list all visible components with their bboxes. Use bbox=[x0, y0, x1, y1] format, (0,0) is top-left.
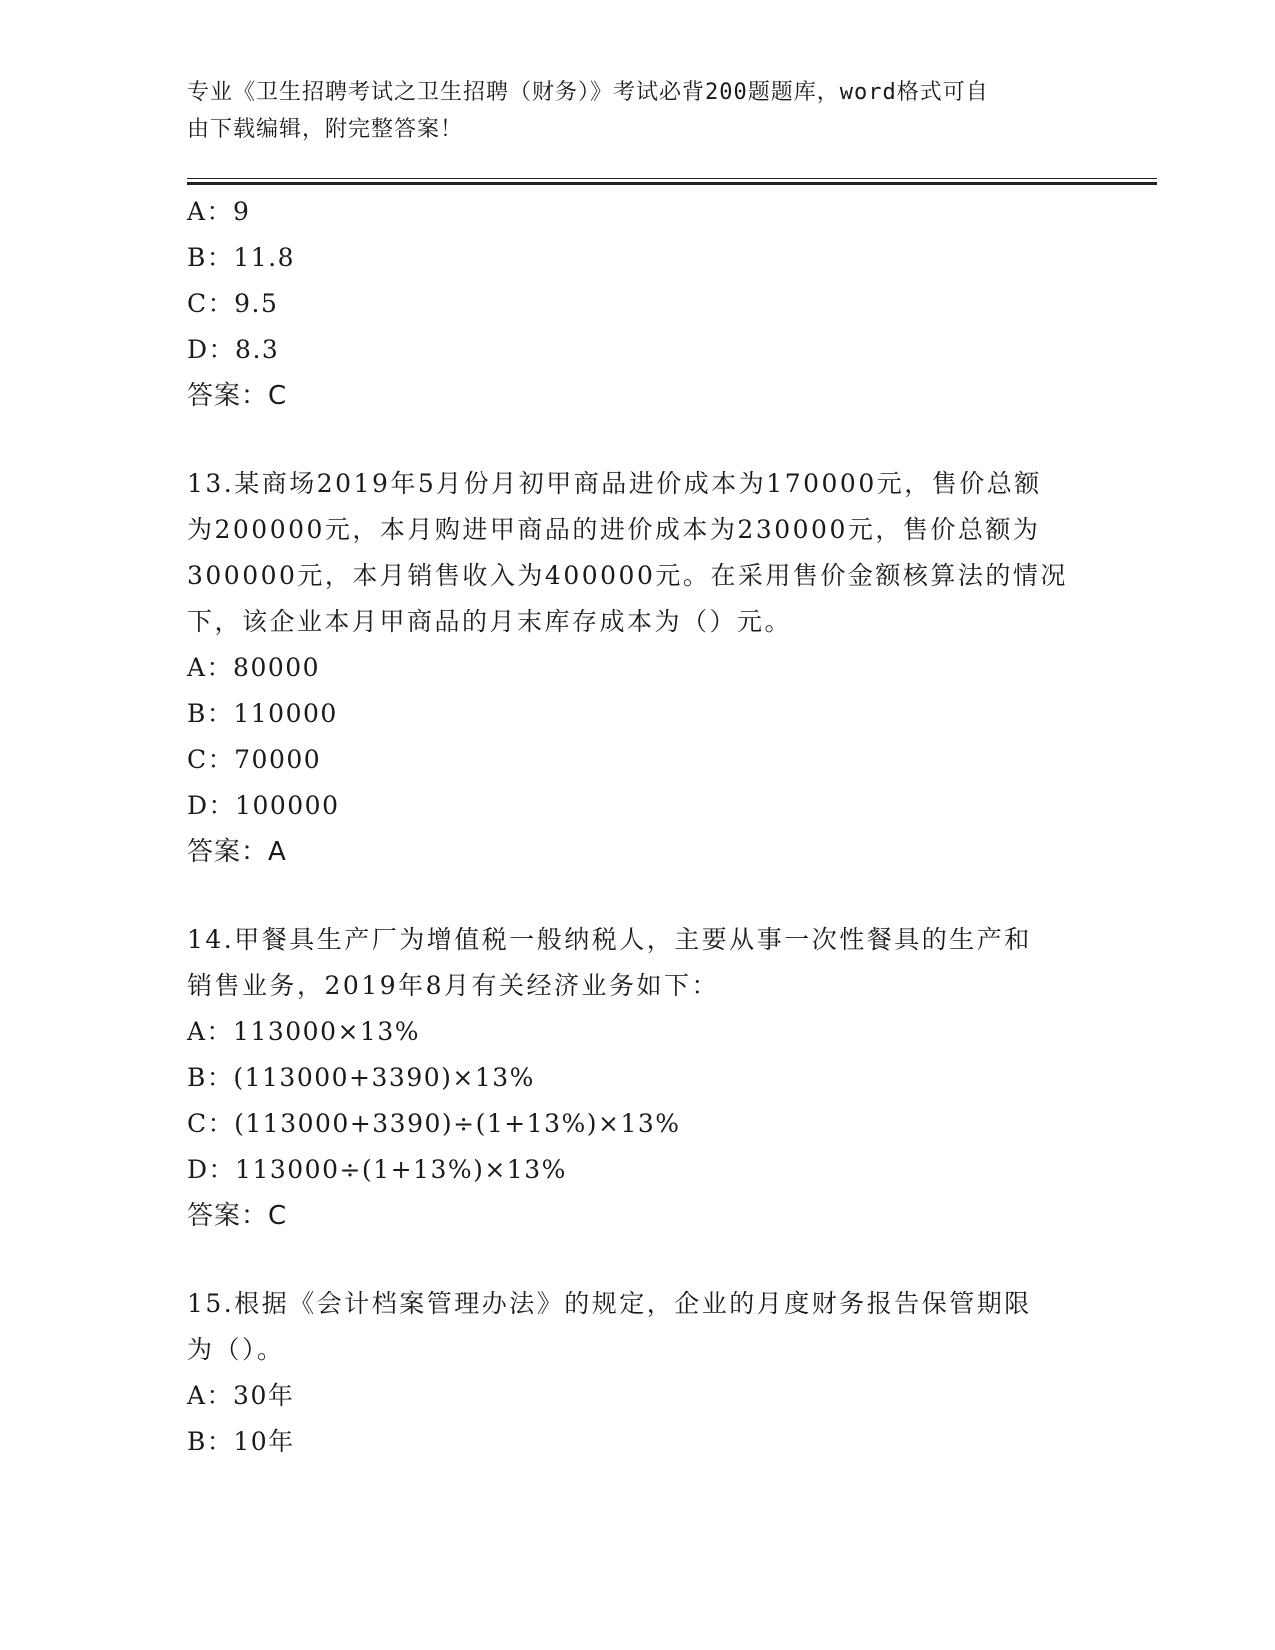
option-c: C：70000 bbox=[187, 745, 322, 774]
option-a: A：9 bbox=[187, 197, 251, 226]
option-b: B：(113000+3390)×13% bbox=[187, 1063, 535, 1092]
question-15 bbox=[187, 1281, 1087, 1465]
answer-line: 答案：C bbox=[187, 381, 288, 411]
question-14 bbox=[187, 917, 1087, 1239]
question-text-line: 为200000元，本月购进甲商品的进价成本为230000元，售价总额为 bbox=[187, 515, 1041, 544]
header-line-2: 由下载编辑，附完整答案！ bbox=[187, 117, 464, 142]
question-text-line: 为（）。 bbox=[187, 1335, 285, 1364]
document-header bbox=[187, 74, 1067, 148]
option-b: B：10年 bbox=[187, 1427, 295, 1456]
option-c: C：(113000+3390)÷(1+13%)×13% bbox=[187, 1109, 681, 1138]
answer-line: 答案：C bbox=[187, 1201, 288, 1231]
option-a: A：80000 bbox=[187, 653, 321, 682]
option-b: B：110000 bbox=[187, 699, 338, 728]
question-12-tail bbox=[187, 189, 1087, 419]
option-d: D：113000÷(1+13%)×13% bbox=[187, 1155, 567, 1184]
question-text-line: 下，该企业本月甲商品的月末库存成本为（）元。 bbox=[187, 607, 793, 636]
question-text-line: 15.根据《会计档案管理办法》的规定，企业的月度财务报告保管期限 bbox=[187, 1289, 1032, 1318]
question-text-line: 300000元，本月销售收入为400000元。在采用售价金额核算法的情况 bbox=[187, 561, 1068, 590]
header-divider-thin bbox=[187, 178, 1157, 179]
question-text-line: 13.某商场2019年5月份月初甲商品进价成本为170000元，售价总额 bbox=[187, 469, 1042, 498]
question-text-line: 销售业务，2019年8月有关经济业务如下： bbox=[187, 971, 720, 1000]
question-text-line: 14.甲餐具生产厂为增值税一般纳税人，主要从事一次性餐具的生产和 bbox=[187, 925, 1032, 954]
option-b: B：11.8 bbox=[187, 243, 296, 272]
header-divider-thick bbox=[187, 182, 1157, 185]
option-d: D：100000 bbox=[187, 791, 340, 820]
option-a: A：30年 bbox=[187, 1381, 295, 1410]
option-c: C：9.5 bbox=[187, 289, 279, 318]
option-a: A：113000×13% bbox=[187, 1017, 421, 1046]
question-13 bbox=[187, 461, 1087, 875]
option-d: D：8.3 bbox=[187, 335, 280, 364]
question-content bbox=[187, 189, 1087, 1465]
header-line-1: 专业《卫生招聘考试之卫生招聘（财务）》考试必背200题题库，word格式可自 bbox=[187, 80, 989, 105]
answer-line: 答案：A bbox=[187, 837, 287, 867]
